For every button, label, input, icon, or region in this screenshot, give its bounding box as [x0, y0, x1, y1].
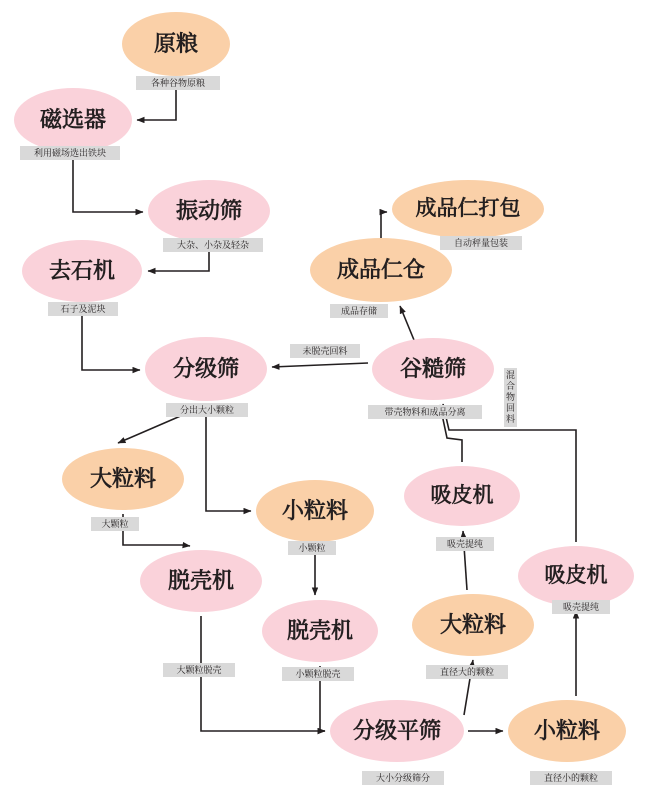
node-huller-small[interactable] [262, 600, 378, 662]
node-large-grain-right[interactable] [412, 594, 534, 656]
edge-label-large-hulling [163, 663, 235, 677]
node-label: 去石机 [48, 257, 115, 283]
node-large-grain-left[interactable] [62, 448, 184, 510]
edge-label-husk-purify-right [552, 600, 610, 614]
node-finished-kernel-packing[interactable] [392, 180, 544, 238]
edge-label-husked-separation [368, 405, 482, 419]
edge-label-text: 直径大的颗粒 [439, 667, 494, 677]
node-label: 大粒料 [439, 611, 506, 637]
node-label: 振动筛 [175, 197, 242, 223]
node-label: 分级筛 [172, 355, 239, 381]
node-label: 吸皮机 [544, 564, 608, 588]
node-vibrating-screen[interactable] [148, 180, 270, 242]
edge-label-small-particles [288, 541, 336, 555]
node-label: 小粒料 [533, 717, 600, 743]
node-label: 磁选器 [39, 106, 106, 132]
edge-label-stones-mud [48, 302, 118, 316]
edge-label-text: 小颗粒脱壳 [295, 669, 341, 679]
node-finished-kernel-bin[interactable] [310, 238, 452, 302]
edge-label-product-storage [330, 304, 388, 318]
edge-label-impurities [163, 238, 263, 252]
edge-label-auto-weigh-pack [440, 236, 522, 250]
edge-label-mixture-return [504, 368, 517, 427]
edge-label-size-separation [166, 403, 248, 417]
edge-label-text: 分出大小颗粒 [179, 405, 234, 415]
node-husk-aspirator-left[interactable] [404, 466, 520, 526]
edge-label-text: 带壳物料和成品分离 [384, 407, 466, 417]
node-label: 小粒料 [281, 497, 348, 523]
node-label: 谷糙筛 [399, 355, 466, 381]
node-raw-grain[interactable] [122, 12, 230, 76]
edge-label-text: 自动秤量包装 [453, 238, 508, 248]
node-destoner[interactable] [22, 240, 142, 302]
edge-label-size-sifting [362, 771, 444, 785]
edge-label-raw-grain-types [136, 76, 220, 90]
node-label: 原粮 [153, 30, 198, 56]
node-flat-grading-sifter[interactable] [330, 700, 464, 762]
node-label: 大粒料 [89, 465, 156, 491]
edge-label-text: 未脱壳回料 [302, 346, 348, 356]
edge-label-text: 吸壳提纯 [562, 602, 599, 612]
edge-label-text: 成品存储 [340, 306, 377, 316]
node-label: 成品仁仓 [336, 256, 425, 282]
edge-label-small-hulling [282, 667, 354, 681]
edge-label-text: 大小分级筛分 [375, 773, 430, 783]
node-paddy-separator[interactable] [372, 338, 494, 400]
edge-label-text: 直径小的颗粒 [543, 773, 598, 783]
edge-label-text: 利用磁场选出铁块 [33, 148, 106, 158]
edge-label-text: 小颗粒 [298, 543, 326, 553]
edge-label-large-particles [91, 517, 139, 531]
node-label: 脱壳机 [167, 567, 234, 593]
edge-label-husk-purify-left [436, 537, 494, 551]
edge-label-large-diameter [426, 665, 508, 679]
edge-label-text: 石子及泥块 [60, 304, 106, 314]
edge-label-unhusked-return [290, 344, 360, 358]
node-huller-large[interactable] [140, 550, 262, 612]
node-husk-aspirator-right[interactable] [518, 546, 634, 606]
node-label: 分级平筛 [352, 717, 441, 743]
node-magnetic-separator[interactable] [14, 88, 132, 152]
edge-label-text: 大颗粒脱壳 [176, 665, 222, 675]
edge-label-text: 吸壳提纯 [446, 539, 483, 549]
edge-label-magnetic-iron [20, 146, 120, 160]
edge-label-text: 混合物回料 [505, 370, 515, 424]
node-label: 脱壳机 [286, 617, 353, 643]
node-grading-screen[interactable] [145, 337, 267, 401]
edge-label-text: 大颗粒 [101, 519, 129, 529]
node-small-grain-left[interactable] [256, 480, 374, 542]
edge-label-small-diameter [530, 771, 612, 785]
node-small-grain-right[interactable] [508, 700, 626, 762]
edge-label-text: 各种谷物原粮 [150, 78, 205, 88]
edge-label-text: 大杂、小杂及轻杂 [176, 240, 249, 250]
node-label: 吸皮机 [430, 484, 494, 508]
node-label: 成品仁打包 [415, 197, 521, 221]
